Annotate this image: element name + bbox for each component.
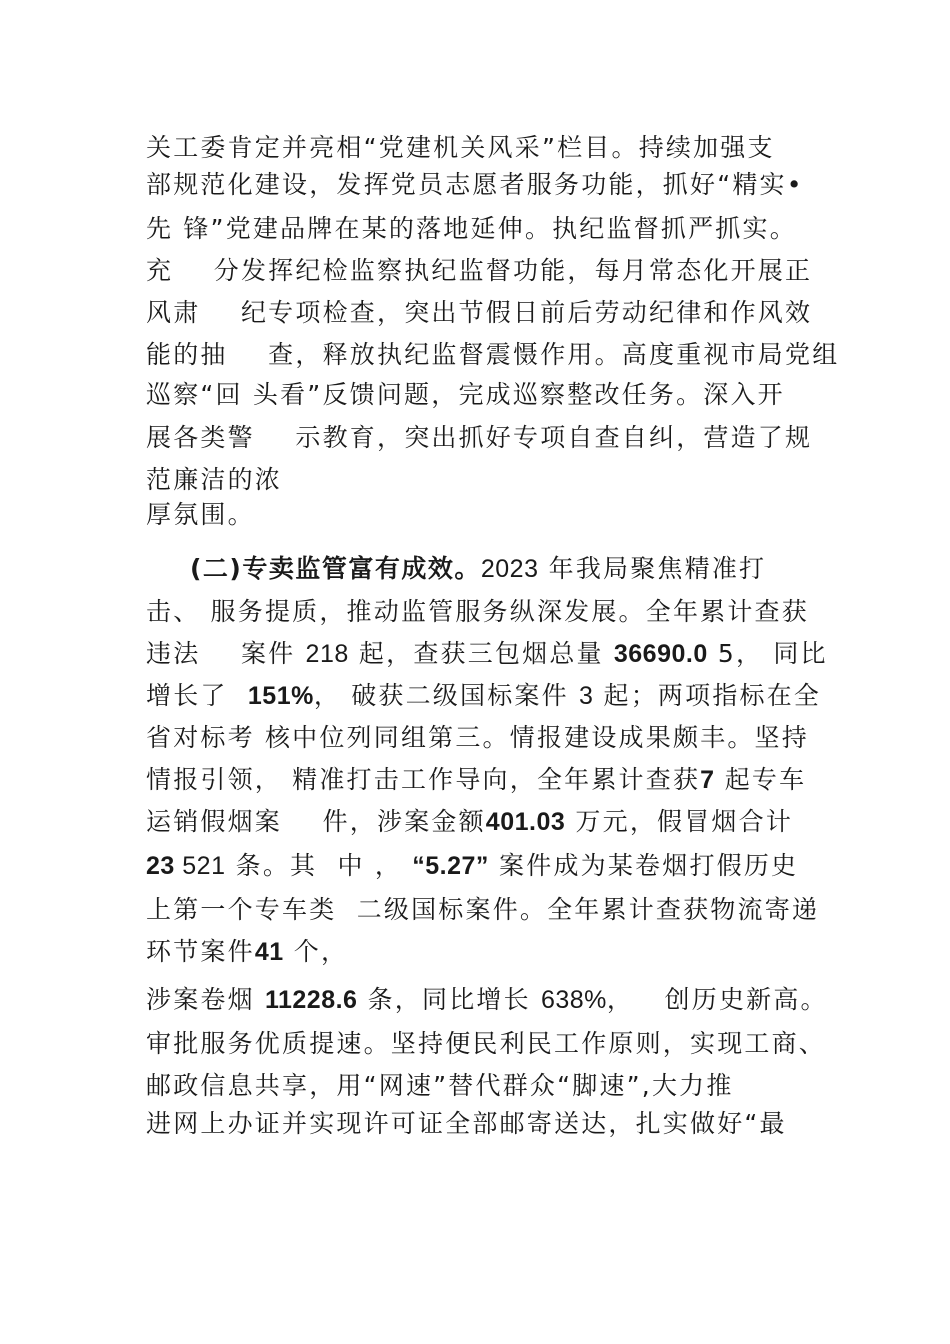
text-line: 违法 案件 218 起，查获三包烟总量 36690.0 5， 同比 [146,639,828,668]
text-line: 先 锋”党建品牌在某的落地延伸。执纪监督抓严抓实。 [146,214,797,243]
text-line: (二)专卖监管富有成效。2023 年我局聚焦精准打 [190,554,767,583]
text-line: 上第一个专车类 二级国标案件。全年累计查获物流寄递 [146,895,820,924]
text-line: 增长了 151%， 破获二级国标案件 3 起；两项指标在全 [146,681,822,710]
text-line: 厚氛围。 [146,500,255,529]
text-line: 邮政信息共享，用“网速”替代群众“脚速”,大力推 [146,1071,734,1100]
text-line: 23 521 条。其 中 ， “5.27” 案件成为某卷烟打假历史 [146,851,799,880]
text-line: 涉案卷烟 11228.6 条，同比增长 638%， 创历史新高。 [146,985,828,1014]
text-line: 充 分发挥纪检监察执纪监督功能，每月常态化开展正 [146,256,813,285]
text-line: 省对标考 核中位列同组第三。情报建设成果颇丰。坚持 [146,723,809,752]
section-heading: (二)专卖监管富有成效。 [190,554,481,583]
text-line: 情报引领， 精准打击工作导向，全年累计查获7 起专车 [146,765,807,794]
text-line: 击、 服务提质，推动监管服务纵深发展。全年累计查获 [146,597,809,626]
text-line: 展各类警 示教育，突出抓好专项自查自纠，营造了规 [146,423,813,452]
text-line: 关工委肯定并亮相“党建机关风采”栏目。持续加强支 [146,133,775,162]
text-line: 运销假烟案 件，涉案金额401.03 万元，假冒烟合计 [146,807,794,836]
text-line: 能的抽 查，释放执纪监督震慑作用。高度重视市局党组 [146,340,840,369]
text-line: 范廉洁的浓 [146,465,283,494]
text-line: 审批服务优质提速。坚持便民利民工作原则，实现工商、 [146,1029,827,1058]
text-line: 环节案件41 个， [146,937,349,966]
text-line: 部规范化建设，发挥党员志愿者服务功能，抓好“精实• [146,170,804,199]
text-line: 风肃 纪专项检查，突出节假日前后劳动纪律和作风效 [146,298,813,327]
text-line: 巡察“回 头看”反馈问题，完成巡察整改任务。深入开 [146,380,785,409]
text-line: 进网上办证并实现许可证全部邮寄送达，扎实做好“最 [146,1109,787,1138]
